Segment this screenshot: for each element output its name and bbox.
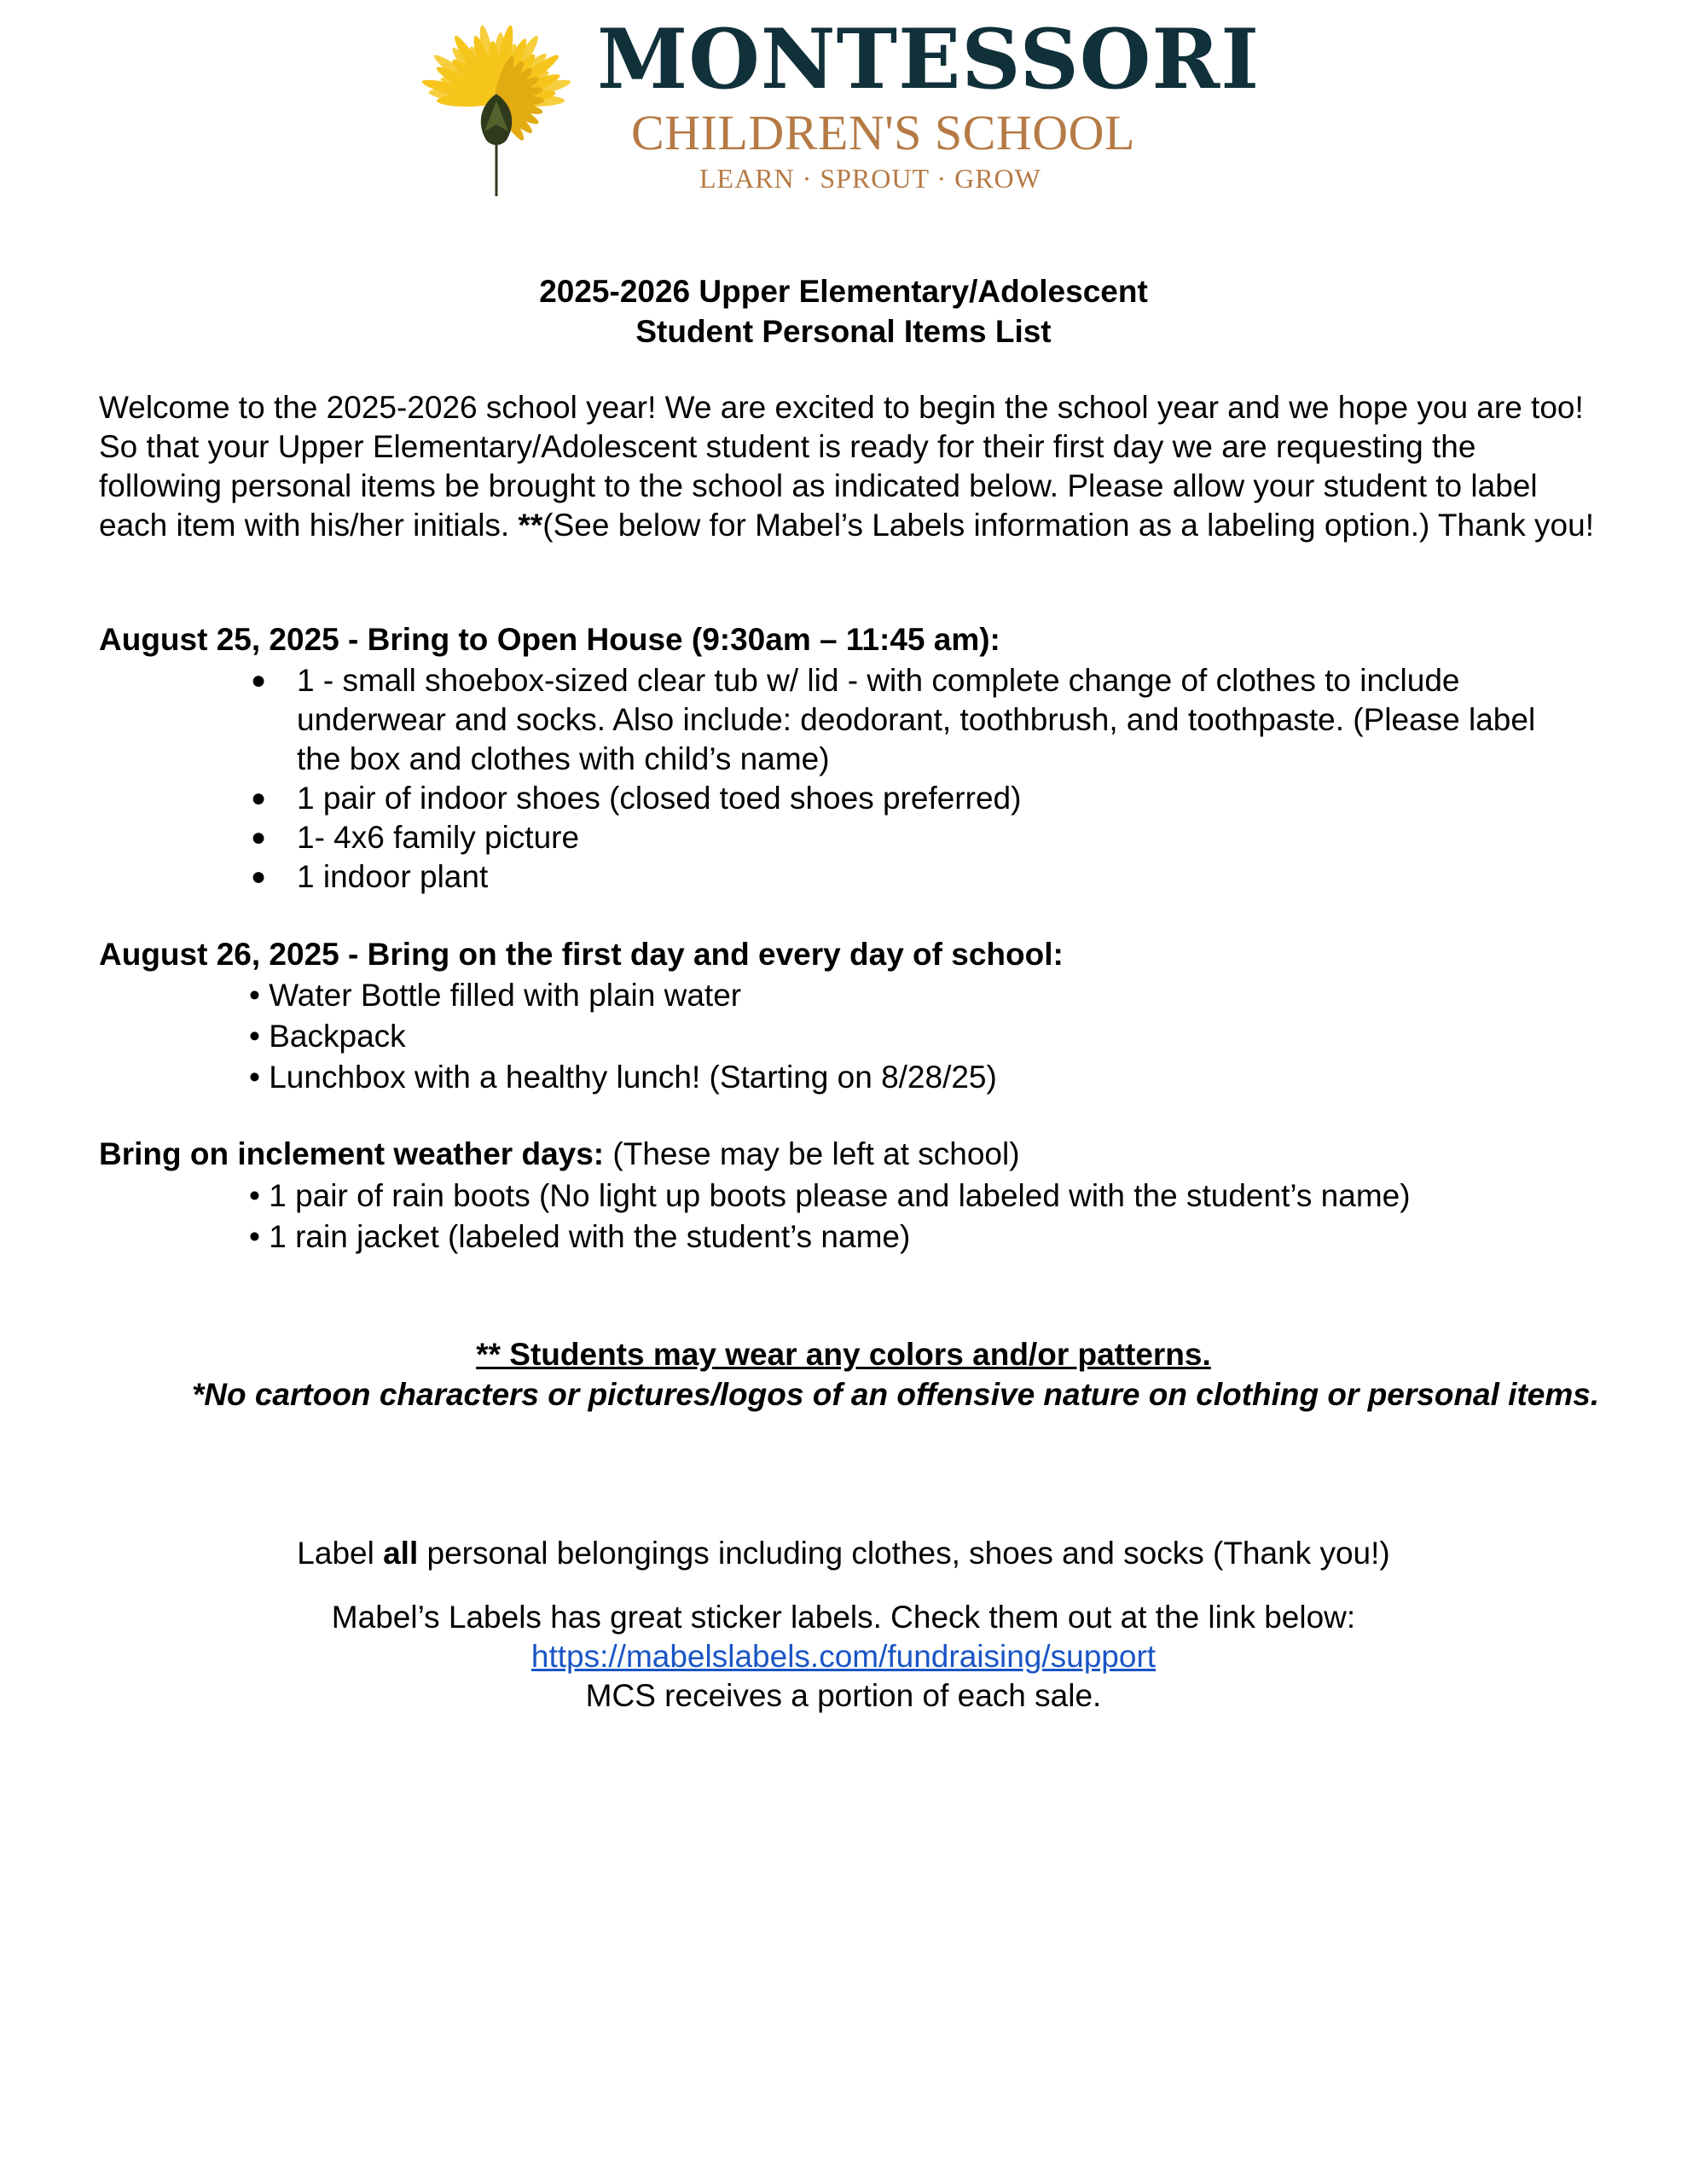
first-day-heading: August 26, 2025 - Bring on the first day and every day of school: <box>99 937 1064 972</box>
title-line-2: Student Personal Items List <box>635 314 1052 349</box>
colors-note: ** Students may wear any colors and/or patterns. <box>476 1337 1211 1372</box>
intro-emphasis: ** <box>518 508 543 543</box>
list-item-text: 1 indoor plant <box>297 859 489 894</box>
list-item: • Backpack <box>249 1019 406 1054</box>
list-item <box>247 857 1578 897</box>
first-day-list <box>249 975 1580 1098</box>
weather-heading-bold: Bring on inclement weather days: <box>99 1136 605 1171</box>
logo-subtitle: CHILDREN'S SCHOOL <box>631 105 1135 160</box>
open-house-heading: August 25, 2025 - Bring to Open House (9:30am – 11:45 am): <box>99 622 1000 657</box>
list-item: • Lunchbox with a healthy lunch! (Starting on 8/28/25) <box>249 1060 997 1095</box>
bullet-dot: ● <box>251 863 267 891</box>
logo-school-name: MONTESSORI <box>597 11 1261 107</box>
open-house-list <box>247 661 1578 897</box>
title-line-1: 2025-2026 Upper Elementary/Adolescent <box>539 274 1148 309</box>
weather-list <box>249 1176 1580 1258</box>
label-text-end: personal belongings including clothes, shoes and socks (Thank you!) <box>418 1536 1390 1571</box>
list-item: • Water Bottle filled with plain water <box>249 978 742 1013</box>
document-title <box>0 271 1687 351</box>
intro-text-end: (See below for Mabel’s Labels information as a labeling option.) Thank you! <box>542 508 1594 543</box>
dandelion-flower-icon <box>409 19 584 198</box>
weather-heading <box>99 1135 1020 1174</box>
logo-tagline: LEARN · SPROUT · GROW <box>699 163 1041 194</box>
intro-paragraph <box>99 388 1600 545</box>
label-text: Label <box>297 1536 384 1571</box>
list-item <box>247 779 1578 818</box>
list-item: • 1 pair of rain boots (No light up boots please and labeled with the student’s name) <box>249 1178 1411 1213</box>
mabels-description: Mabel’s Labels has great sticker labels. Check them out at the link below: <box>331 1600 1356 1635</box>
list-item <box>247 661 1578 779</box>
list-item: • 1 rain jacket (labeled with the student’s name) <box>249 1219 911 1254</box>
weather-heading-note: (These may be left at school) <box>604 1136 1020 1171</box>
label-reminder <box>0 1534 1687 1573</box>
mabels-labels-info <box>0 1598 1687 1716</box>
list-item-text: 1 - small shoebox-sized clear tub w/ lid - with complete change of clothes to include underwear and socks. Also include: deodorant, toothbrush, and toothpaste. (Please label the box and clothes with child’s name) <box>297 663 1536 776</box>
bullet-dot: ● <box>251 666 267 694</box>
list-item-text: 1 pair of indoor shoes (closed toed shoes preferred) <box>297 781 1022 816</box>
list-item-text: 1- 4x6 family picture <box>297 820 580 855</box>
bullet-dot: ● <box>251 823 267 851</box>
intro-text: Welcome to the 2025-2026 school year! We are excited to begin the school year and we hope you are too! So that your Upper Elementary/Adolescent student is ready for their first day we are requesting the following personal items be brought to the school as indicated below. Please allow your student to label each item with his/her initials. <box>99 390 1584 543</box>
bullet-dot: ● <box>251 784 267 812</box>
clothing-restriction-note: *No cartoon characters or pictures/logos of an offensive nature on clothing or personal items. <box>191 1377 1600 1412</box>
label-emphasis: all <box>383 1536 419 1571</box>
list-item <box>247 818 1578 857</box>
mabels-portion-note: MCS receives a portion of each sale. <box>585 1678 1102 1713</box>
mabels-link[interactable]: https://mabelslabels.com/fundraising/support <box>530 1639 1157 1674</box>
